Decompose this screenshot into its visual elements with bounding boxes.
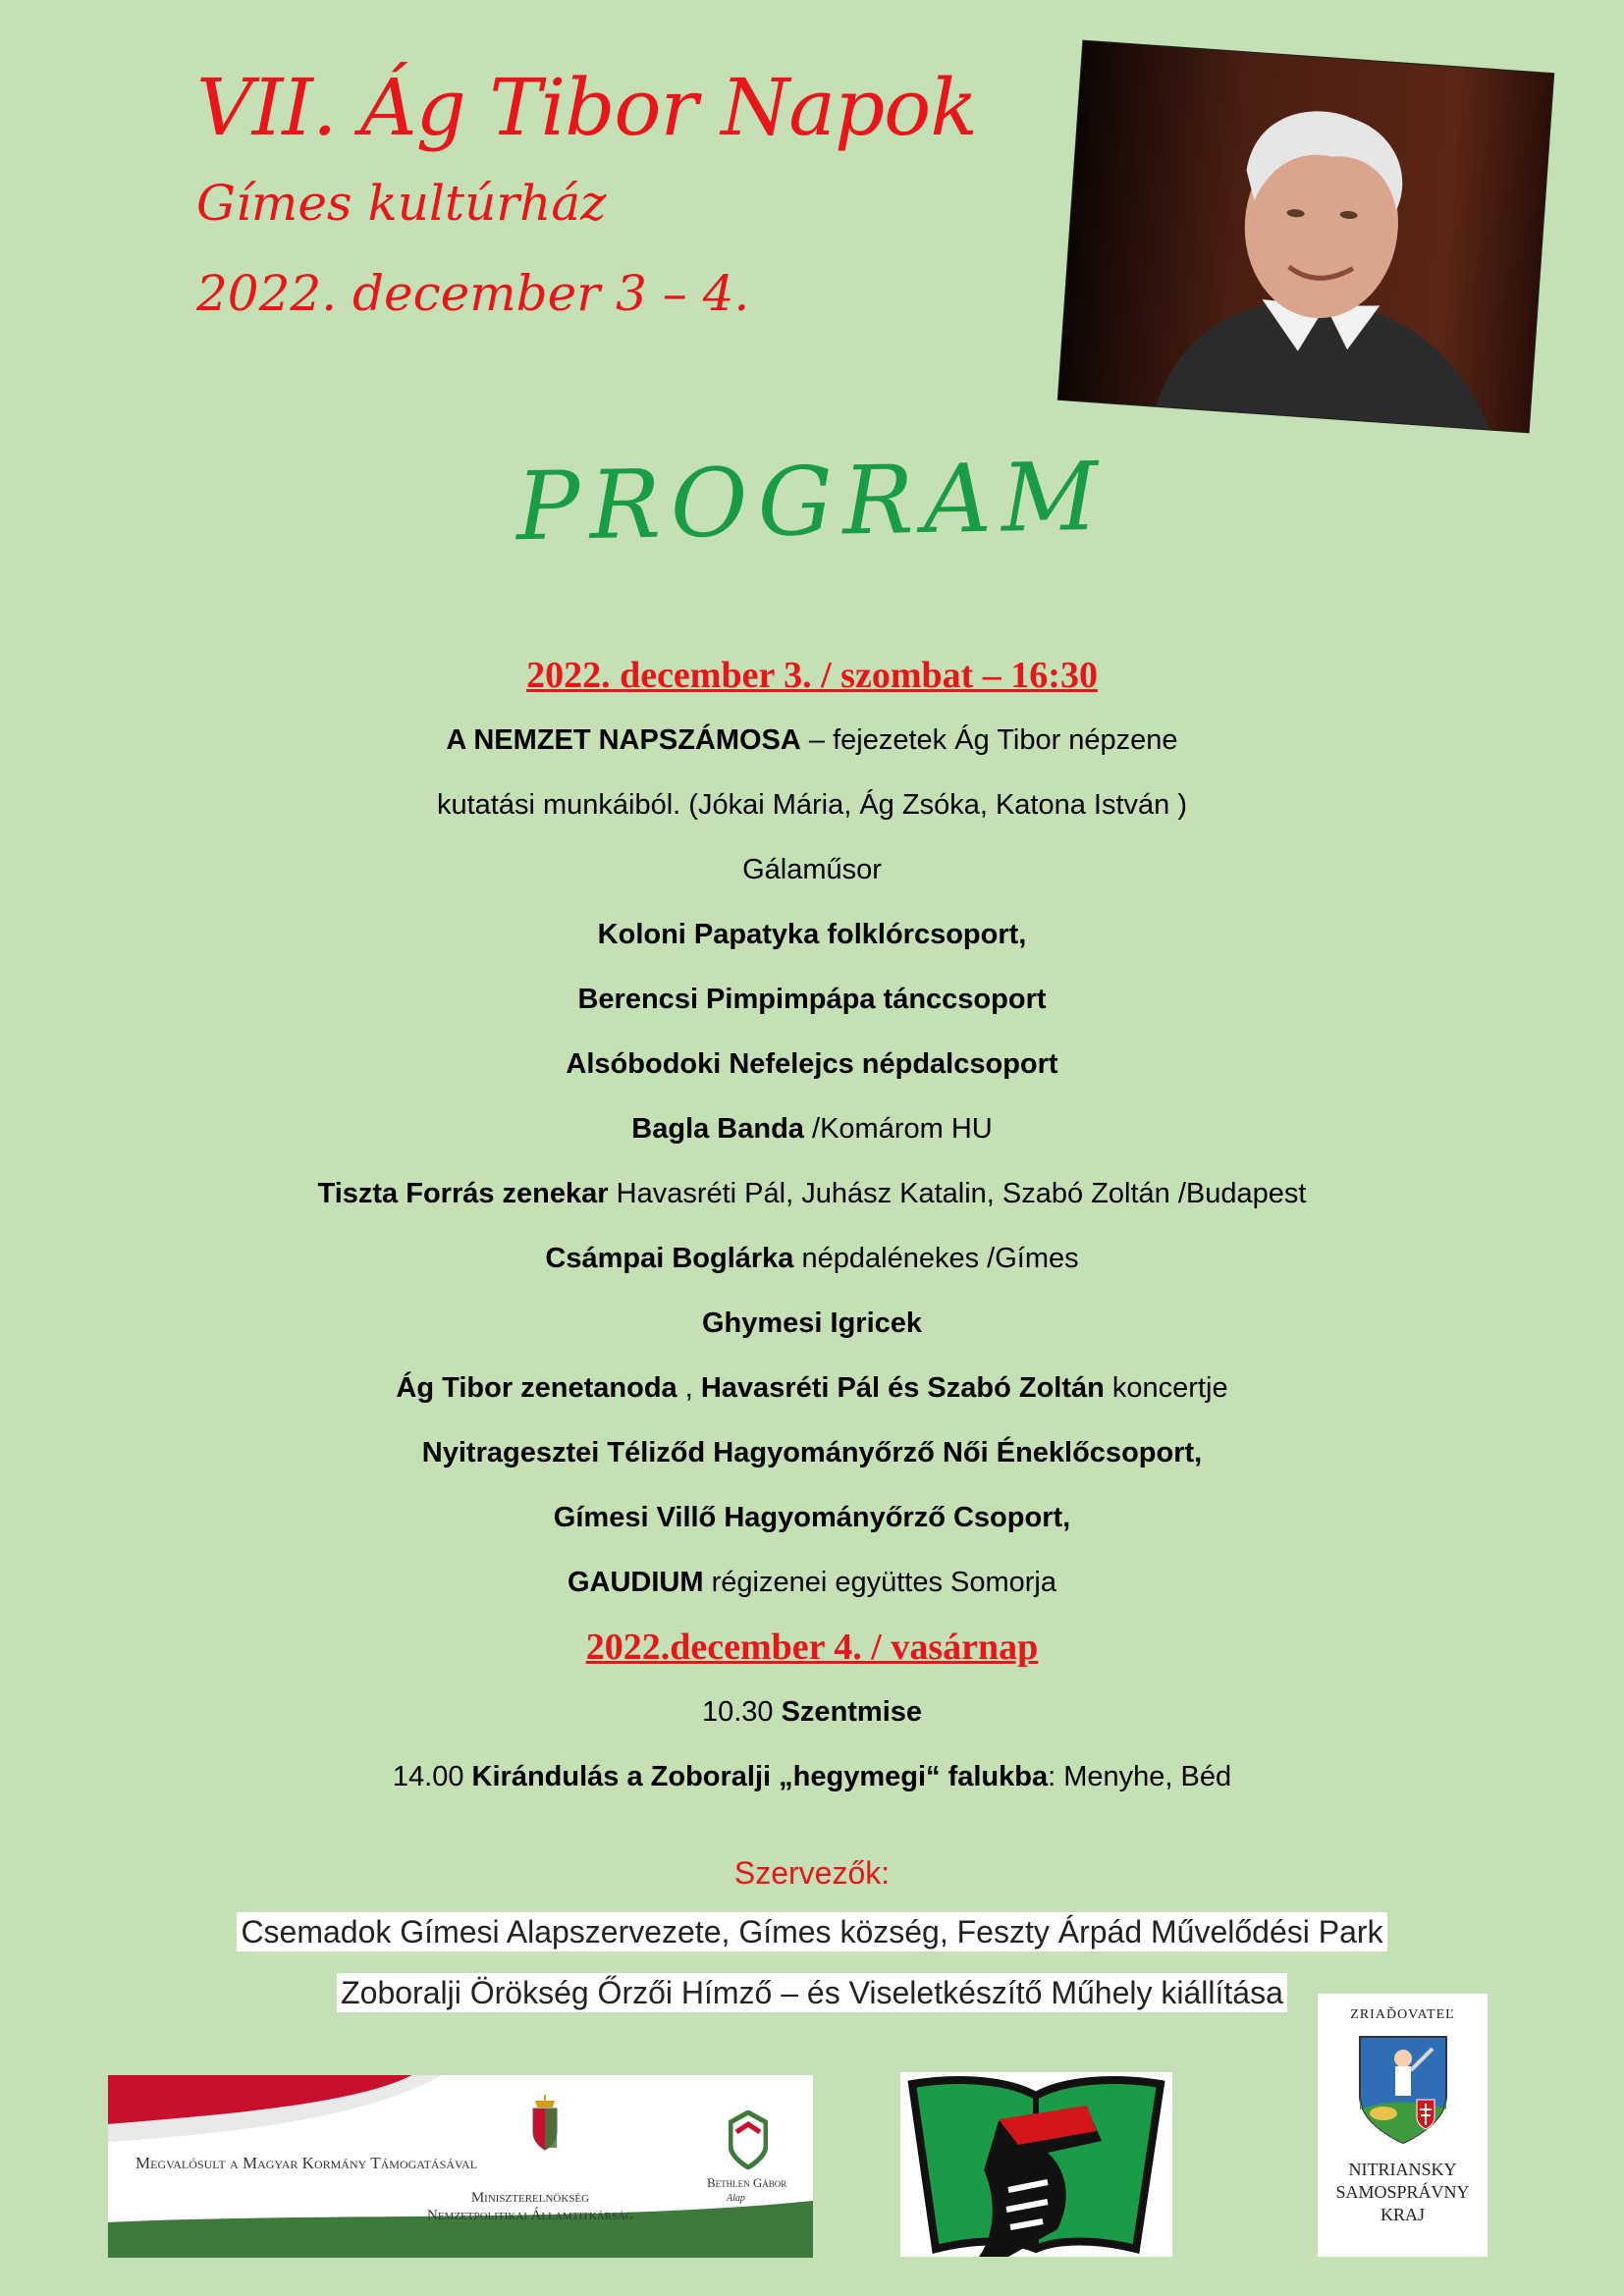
organizers-title: Szervezők: (733, 1855, 891, 1891)
program-line (0, 1299, 1624, 1363)
event-dates: 2022. december 3 – 4. (196, 265, 750, 322)
program-line (0, 1169, 1624, 1234)
program-bold-text: Berencsi Pimpimpápa tánccsoport (577, 984, 1047, 1015)
ministry-text (427, 2189, 633, 2224)
program-line (0, 1558, 1624, 1623)
program-heading: PROGRAM (514, 441, 1110, 562)
program-line (0, 716, 1624, 780)
program-line (0, 1752, 1624, 1817)
program-text: népdalénekes /Gímes (793, 1243, 1079, 1274)
nitra-line1: NITRIANSKY (1348, 2160, 1457, 2179)
program-bold-text: Koloni Papatyka folklórcsoport, (597, 919, 1027, 950)
bethlen-text: Bethlen Gábor (707, 2175, 787, 2190)
nitra-region-logo (1318, 1994, 1488, 2257)
program-bold-text: Szentmise (781, 1696, 923, 1728)
nitra-top-text: ZRIAĎOVATEĽ (1350, 2007, 1455, 2022)
portrait-photo (1058, 41, 1553, 433)
program-line (0, 975, 1624, 1040)
program-text: Havasréti Pál, Juhász Katalin, Szabó Zoltán /Budapest (608, 1178, 1307, 1209)
program-bold-text: Gímesi Villő Hagyományőrző Csoport, (553, 1502, 1071, 1533)
day1-heading: 2022. december 3. / szombat – 16:30 (526, 655, 1098, 696)
program-line (0, 1493, 1624, 1558)
program-text: – fejezetek Ág Tibor népzene (800, 724, 1178, 756)
program-bold-text: Alsóbodoki Nefelejcs népdalcsoport (566, 1048, 1058, 1080)
program-line (0, 1687, 1624, 1752)
nitra-coat-of-arms-icon (1354, 2031, 1452, 2149)
event-venue: Gímes kultúrház (196, 175, 607, 232)
bethlen-sub-text: Alap (727, 2193, 745, 2204)
program-bold-text: GAUDIUM (567, 1567, 704, 1598)
csemadok-book-icon (900, 2072, 1172, 2257)
csemadok-logo (900, 2072, 1172, 2257)
program-line (0, 1104, 1624, 1169)
program-line (0, 1428, 1624, 1493)
hungarian-coat-of-arms-icon (525, 2095, 565, 2154)
program-text: koncertje (1104, 1372, 1228, 1404)
program-bold-text: Ghymesi Igricek (701, 1308, 923, 1339)
program-bold-text: Csámpai Boglárka (545, 1243, 794, 1274)
bethlen-gabor-icon (729, 2110, 768, 2169)
program-line (0, 1234, 1624, 1299)
program-line: kutatási munkáiból. (Jókai Mária, Ág Zsóka, Katona István ) (436, 789, 1187, 821)
program-bold-text: Kirándulás a Zoboralji „hegymegi“ falukba (471, 1761, 1049, 1792)
program-list (0, 651, 1624, 1817)
organizers-text: Csemadok Gímesi Alapszervezete, Gímes község, Feszty Árpád Művelődési Park (237, 1912, 1386, 1951)
program-bold-text: Bagla Banda (631, 1113, 804, 1145)
nitra-line2: SAMOSPRÁVNY (1335, 2182, 1470, 2202)
program-bold-text: Havasréti Pál és Szabó Zoltán (700, 1372, 1105, 1404)
kormany-text: Megvalósult a Magyar Kormány Támogatásával (135, 2154, 478, 2172)
nitra-line3: KRAJ (1380, 2205, 1425, 2224)
day2-heading: 2022.december 4. / vasárnap (585, 1627, 1039, 1668)
program-line (0, 1363, 1624, 1428)
ministry-line1: Miniszterelnökség (470, 2190, 590, 2206)
program-line: Gálaműsor (742, 854, 882, 885)
program-text: : Menyhe, Béd (1048, 1761, 1232, 1792)
event-title-block (196, 62, 977, 322)
program-line (0, 910, 1624, 975)
program-text: /Komárom HU (803, 1113, 993, 1145)
ministry-line2: Nemzetpolitikai Államtitkárság (427, 2208, 633, 2223)
government-support-logo (108, 2075, 813, 2258)
nitra-region-name (1318, 2159, 1488, 2226)
event-title: VII. Ág Tibor Napok (196, 62, 977, 153)
program-bold-text: Nyitragesztei Téliződ Hagyományőrző Női Éneklőcsoport, (421, 1437, 1203, 1468)
program-bold-text: Ág Tibor zenetanoda (396, 1372, 677, 1404)
organizers-line (0, 1909, 1624, 1970)
program-text: régizenei együttes Somorja (703, 1567, 1057, 1598)
program-time: 14.00 (392, 1761, 472, 1792)
program-time: 10.30 (701, 1696, 782, 1728)
program-bold-text: Tiszta Forrás zenekar (317, 1178, 609, 1209)
organizers-text: Zoboralji Örökség Őrzői Hímző – és Viseletkészítő Műhely kiállítása (337, 1973, 1287, 2012)
program-line (0, 1040, 1624, 1104)
program-bold-text: A NEMZET NAPSZÁMOSA (446, 724, 801, 756)
program-text: , (677, 1372, 701, 1404)
